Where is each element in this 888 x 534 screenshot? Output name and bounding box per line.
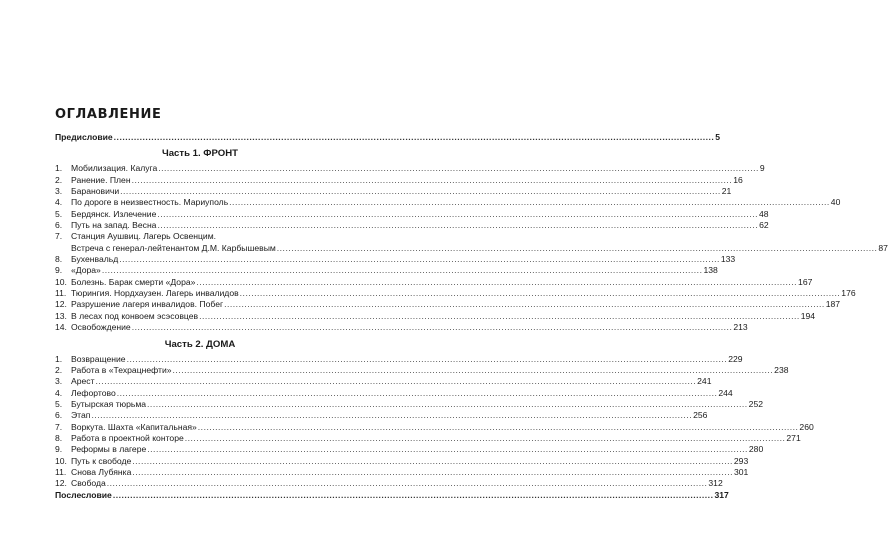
entry-page: 280 xyxy=(748,444,764,455)
entry-number: 7. xyxy=(55,421,63,432)
entry-label: Работа в «Техрацнефти» xyxy=(71,364,172,375)
leader-dots xyxy=(90,410,693,421)
part-1-header: Часть 1. ФРОНТ xyxy=(161,148,239,160)
toc-entry[interactable] xyxy=(55,208,769,220)
entry-number: 9. xyxy=(55,444,63,455)
leader-dots xyxy=(156,209,759,220)
entry-label: Ранение. Плен xyxy=(71,174,131,185)
entry-page: 187 xyxy=(825,299,841,310)
entry-label: Болезнь. Барак смерти «Дора» xyxy=(71,276,196,287)
toc-entry[interactable] xyxy=(55,220,769,231)
leader-dots xyxy=(106,478,709,489)
part-2-list xyxy=(55,353,814,490)
leader-dots xyxy=(112,490,715,501)
entry-page: 244 xyxy=(718,387,733,398)
entry-label: Разрушение лагеря инвалидов. Побег xyxy=(71,299,224,310)
entry-page: 40 xyxy=(830,197,841,208)
leader-dots xyxy=(131,175,734,186)
entry-label: Воркута. Шахта «Капитальная» xyxy=(71,421,197,432)
entry-label: Бухенвальд xyxy=(71,254,119,265)
entry-page: 133 xyxy=(720,254,736,265)
entry-page: 194 xyxy=(800,310,816,321)
entry-page: 16 xyxy=(733,174,743,185)
entry-page: 241 xyxy=(697,376,712,387)
toc-entry[interactable] xyxy=(55,197,841,208)
entry-label: Послесловие xyxy=(55,489,112,500)
leader-dots xyxy=(118,254,721,265)
leader-dots xyxy=(228,197,831,208)
leader-dots xyxy=(198,311,801,322)
toc-entry[interactable] xyxy=(55,265,718,276)
toc-entry[interactable] xyxy=(55,174,743,186)
leader-dots xyxy=(116,388,719,399)
entry-label: Лефортово xyxy=(71,387,116,398)
entry-number: 3. xyxy=(55,186,63,197)
toc-entry[interactable] xyxy=(55,410,708,421)
toc-entry[interactable] xyxy=(55,276,813,288)
entry-page: 256 xyxy=(693,410,708,421)
entry-page: 5 xyxy=(715,132,721,142)
toc-entry-afterword[interactable] xyxy=(55,489,729,501)
entry-page: 138 xyxy=(703,265,718,276)
entry-label: Снова Лубянка xyxy=(71,466,132,477)
entry-number: 12. xyxy=(55,478,67,489)
entry-label: Освобождение xyxy=(71,322,131,333)
entry-page: 87 xyxy=(878,242,888,253)
toc-entry[interactable] xyxy=(55,466,749,478)
toc-entry[interactable] xyxy=(55,421,814,433)
entry-page: 213 xyxy=(733,322,748,333)
entry-label: В лесах под конвоем эсэсовцев xyxy=(71,310,199,321)
leader-dots xyxy=(119,186,722,197)
entry-page: 167 xyxy=(798,276,813,287)
entry-label: Бердянск. Излечение xyxy=(71,208,157,219)
entry-number: 10. xyxy=(55,276,67,287)
entry-page: 229 xyxy=(728,353,743,364)
entry-page: 9 xyxy=(759,163,765,174)
leader-dots xyxy=(239,288,842,299)
leader-dots xyxy=(131,322,734,333)
part-1-list xyxy=(55,163,888,333)
entry-label: Возвращение xyxy=(71,353,126,364)
toc-entry[interactable] xyxy=(55,353,743,365)
entry-label: Станция Аушвиц. Лагерь Освенцим. xyxy=(71,231,217,242)
toc-entry[interactable] xyxy=(55,186,732,197)
toc-entry[interactable] xyxy=(55,364,789,376)
entry-page: 62 xyxy=(759,220,769,231)
entry-page: 293 xyxy=(733,455,749,466)
entry-number: 6. xyxy=(55,410,63,421)
entry-label: Арест xyxy=(71,376,95,387)
toc-entry-preface[interactable] xyxy=(55,132,721,143)
leader-dots xyxy=(223,299,826,310)
entry-label: Предисловие xyxy=(55,132,113,142)
entry-number: 7. xyxy=(55,231,63,242)
toc-entry[interactable] xyxy=(55,444,764,455)
entry-page: 301 xyxy=(733,466,749,477)
entry-number: 4. xyxy=(55,387,63,398)
toc-entry[interactable] xyxy=(55,163,765,174)
entry-page: 312 xyxy=(708,478,723,489)
toc-entry[interactable] xyxy=(55,432,801,444)
toc-entry[interactable] xyxy=(55,254,736,265)
toc-entry[interactable] xyxy=(55,398,764,410)
entry-number: 10. xyxy=(55,455,67,466)
entry-page: 21 xyxy=(721,186,732,197)
leader-dots xyxy=(197,422,800,433)
entry-label: Работа в проектной конторе xyxy=(71,432,184,443)
leader-dots xyxy=(126,354,729,365)
leader-dots xyxy=(157,163,760,174)
entry-page: 317 xyxy=(714,489,729,500)
entry-number: 11. xyxy=(55,288,67,299)
leader-dots xyxy=(131,467,734,478)
entry-number: 4. xyxy=(55,197,63,208)
toc-entry[interactable] xyxy=(55,310,816,322)
entry-label: Мобилизация. Калуга xyxy=(71,163,158,174)
toc-entry[interactable] xyxy=(55,376,712,387)
entry-label: Тюрингия. Нордхаузен. Лагерь инвалидов xyxy=(71,288,239,299)
toc-entry[interactable] xyxy=(55,288,856,299)
entry-label: По дороге в неизвестность. Мариуполь xyxy=(71,197,229,208)
entry-number: 1. xyxy=(55,163,63,174)
leader-dots xyxy=(156,220,759,231)
entry-number: 5. xyxy=(55,208,63,219)
page-title: ОГЛАВЛЕНИЕ xyxy=(55,107,162,122)
leader-dots xyxy=(101,265,704,276)
entry-label: Свобода xyxy=(71,478,106,489)
entry-number: 2. xyxy=(55,364,63,375)
entry-line xyxy=(71,243,888,254)
entry-number: 6. xyxy=(55,220,63,231)
entry-body xyxy=(71,231,888,254)
entry-number: 5. xyxy=(55,398,63,409)
leader-dots xyxy=(276,243,879,254)
toc-entry[interactable] xyxy=(55,455,749,467)
leader-dots xyxy=(95,376,698,387)
entry-page: 252 xyxy=(748,398,764,409)
entry-number: 2. xyxy=(55,174,63,185)
toc-entry[interactable] xyxy=(55,478,723,489)
entry-number: 1. xyxy=(55,353,63,364)
entry-number: 9. xyxy=(55,265,63,276)
toc-entry[interactable] xyxy=(55,231,888,254)
entry-number: 8. xyxy=(55,432,63,443)
toc-entry[interactable] xyxy=(55,387,733,399)
entry-label-continued: Встреча с генерал-лейтенантом Д.М. Карбышевым xyxy=(71,242,276,253)
entry-label: Бутырская тюрьма xyxy=(71,398,147,409)
entry-number: 13. xyxy=(55,310,67,321)
part-2-header: Часть 2. ДОМА xyxy=(164,338,236,350)
entry-label: Путь к свободе xyxy=(71,455,132,466)
entry-page: 271 xyxy=(786,432,801,443)
entry-number: 14. xyxy=(55,322,67,333)
leader-dots xyxy=(184,433,787,444)
leader-dots xyxy=(131,456,734,467)
entry-number: 3. xyxy=(55,376,63,387)
entry-number: 8. xyxy=(55,254,63,265)
entry-page: 260 xyxy=(799,421,814,432)
entry-page: 238 xyxy=(774,364,789,375)
table-of-contents xyxy=(55,107,888,501)
entry-number: 12. xyxy=(55,299,67,310)
leader-dots xyxy=(113,132,716,143)
entry-label: Реформы в лагере xyxy=(71,444,147,455)
entry-label: «Дора» xyxy=(71,265,101,276)
entry-page: 176 xyxy=(841,288,856,299)
leader-dots xyxy=(146,399,749,410)
leader-dots xyxy=(195,277,798,288)
toc-entry[interactable] xyxy=(55,299,841,310)
entry-page: 48 xyxy=(758,208,769,219)
entry-label: Путь на запад. Весна xyxy=(71,220,157,231)
leader-dots xyxy=(146,444,749,455)
entry-number: 11. xyxy=(55,466,67,477)
entry-label: Этап xyxy=(71,410,91,421)
leader-dots xyxy=(172,365,775,376)
toc-entry[interactable] xyxy=(55,322,748,333)
entry-label: Барановичи xyxy=(71,186,120,197)
